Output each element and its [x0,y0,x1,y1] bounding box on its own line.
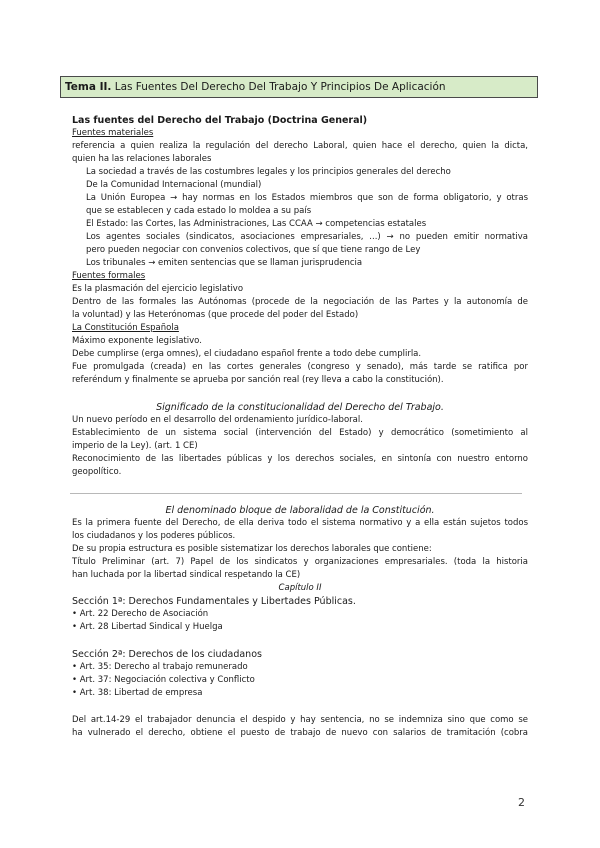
paragraph-line: imperio de la Ley). (art. 1 CE) [72,441,198,451]
section-heading-bloque: El denominado bloque de laboralidad de la Constitución. [165,505,435,516]
paragraph-line: Establecimiento de un sistema social (intervención del Estado) y democrático (sometimiento al [72,428,528,438]
indented-item: El Estado: las Cortes, las Administraciones, Las CCAA → competencias estatales [86,219,427,229]
section-heading-fuentes: Las fuentes del Derecho del Trabajo (Doctrina General) [72,115,368,126]
paragraph-line: Reconocimiento de las libertades públicas y los derechos sociales, en sintonía con nuestro entorno [72,454,528,464]
list-item: • Art. 37: Negociación colectiva y Conflicto [72,675,255,685]
section-1-heading: Sección 1ª: Derechos Fundamentales y Libertades Públicas. [72,596,356,607]
page-number: 2 [518,796,525,809]
topic-title: Las Fuentes Del Derecho Del Trabajo Y Principios De Aplicación [111,81,446,93]
document-body [72,114,528,740]
paragraph-line: Es la plasmación del ejercicio legislativo [72,284,244,294]
paragraph-line: referencia a quien realiza la regulación del derecho Laboral, quien hace el derecho, quien la dicta, [72,141,528,151]
indented-item: Los agentes sociales (sindicatos, asociaciones empresariales, ...) → no pueden emitir normativa [86,232,528,242]
indented-item: que se establecen y cada estado lo moldea a su país [86,206,312,216]
paragraph-line: Título Preliminar (art. 7) Papel de los sindicatos y organizaciones empresariales. (toda la historia [72,557,528,567]
paragraph-line: han luchada por la libertad sindical respetando la CE) [72,570,301,580]
paragraph-line: la voluntad) y las Heterónomas (que procede del poder del Estado) [72,310,359,320]
chapter-heading: Capítulo II [278,583,322,593]
paragraph-line: quien ha las relaciones laborales [72,154,212,164]
indented-item: La sociedad a través de las costumbres legales y los principios generales del derecho [86,167,451,177]
topic-title-box [60,76,538,98]
section-heading-significado: Significado de la constitucionalidad del Derecho del Trabajo. [156,402,444,413]
subheading-materiales: Fuentes materiales [72,128,154,138]
paragraph-line: ha vulnerado el derecho, obtiene el puesto de trabajo de nuevo con salarios de tramitación (cobra [72,728,528,738]
section-divider [70,493,522,494]
paragraph-line: Máximo exponente legislativo. [72,336,202,346]
paragraph-line: los ciudadanos y los poderes públicos. [72,531,236,541]
list-item: • Art. 22 Derecho de Asociación [72,609,209,619]
indented-item: La Unión Europea → hay normas en los Estados miembros que son de forma obligatorio, y otras [86,193,528,203]
paragraph-line: Debe cumplirse (erga omnes), el ciudadano español frente a todo debe cumplirla. [72,349,422,359]
list-item: • Art. 35: Derecho al trabajo remunerado [72,662,248,672]
paragraph-line: Es la primera fuente del Derecho, de ella deriva todo el sistema normativo y a ella están sujetos todos [72,518,528,528]
section-2-heading: Sección 2ª: Derechos de los ciudadanos [72,649,262,660]
indented-item: Los tribunales → emiten sentencias que se llaman jurisprudencia [86,258,363,268]
paragraph-line: geopolítico. [72,467,122,477]
indented-item: pero pueden negociar con convenios colectivos, que sí que tiene rango de Ley [86,245,421,255]
list-item: • Art. 38: Libertad de empresa [72,688,203,698]
paragraph-line: Fue promulgada (creada) en las cortes generales (congreso y senado), más tarde se ratifica por [72,362,528,372]
paragraph-line: Un nuevo período en el desarrollo del ordenamiento jurídico-laboral. [72,415,363,425]
subheading-formales: Fuentes formales [72,271,146,281]
paragraph-line: Dentro de las formales las Autónomas (procede de la negociación de las Partes y la autonomía de [72,297,528,307]
subheading-constitucion: La Constitución Española [72,323,179,333]
paragraph-line: De su propia estructura es posible sistematizar los derechos laborales que contiene: [72,544,432,554]
paragraph-line: Del art.14-29 el trabajador denuncia el despido y hay sentencia, no se indemniza sino que como se [72,715,528,725]
topic-number: Tema II. [65,81,112,93]
paragraph-line: referéndum y finalmente se aprueba por sanción real (rey lleva a cabo la constitución). [72,375,444,385]
indented-item: De la Comunidad Internacional (mundial) [86,180,262,190]
list-item: • Art. 28 Libertad Sindical y Huelga [72,622,223,632]
